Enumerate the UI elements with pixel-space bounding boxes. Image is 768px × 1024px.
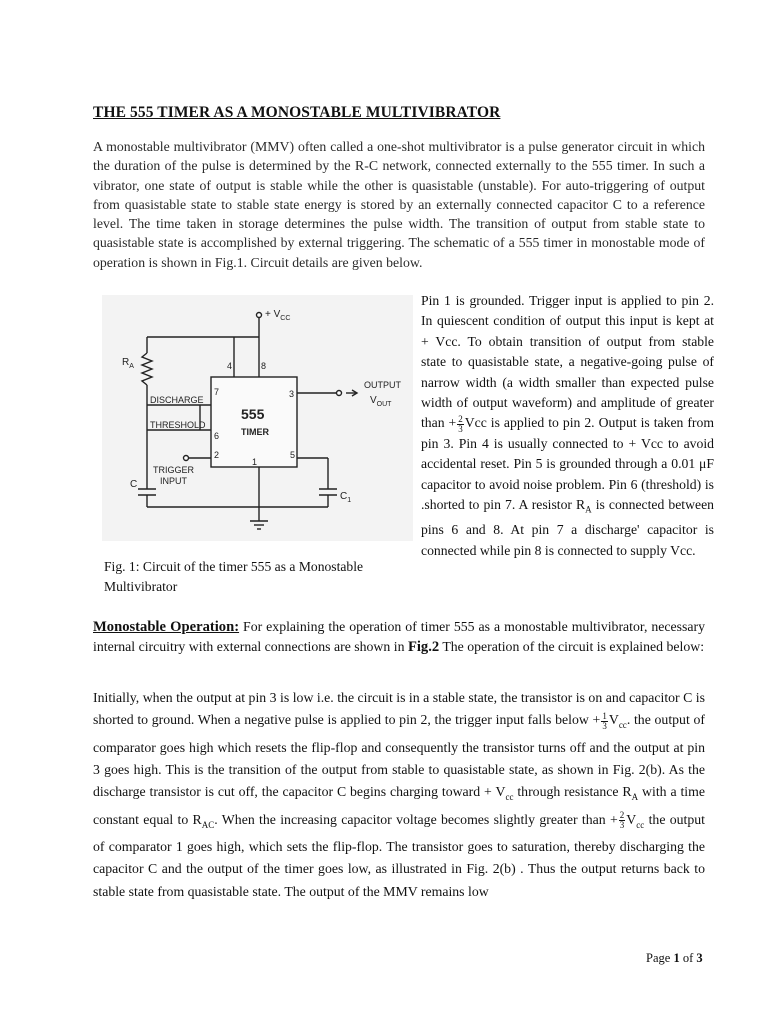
svg-text:TRIGGER: TRIGGER bbox=[153, 465, 195, 475]
svg-text:4: 4 bbox=[227, 361, 233, 371]
operation-paragraph: Initially, when the output at pin 3 is low i.e. the circuit is in a stable state, the transistor is on and capacitor C is shorted to ground. When a negative pulse is applied to pin 2, the trigger input falls below + $\frac{1}{3}$ $V_{cc}$. the output of comparator goes high which resets the flip-flop and consequently the transistor turns off and the output at pin 3 goes high. This is the transition of the output from stable to quasistable state, as shown in Fig. 2(b). As the discharge transistor is cut off, the capacitor C begins charging toward + $V_{cc}$ through resistance $R_A$ with a time constant equal to $R_{AC}$. When the increasing capacitor voltage becomes slightly greater than + $\frac{2}{3}$ $V_{cc}$ the output of comparator 1 goes high, which sets the flip-flop. The transistor goes to saturation, thereby discharging the capacitor C and the output of the timer goes low, as illustrated in Fig. 2(b) . Thus the output returns back to stable state from quasistable state. The output of the MMV remains low bbox=[93, 690, 706, 899]
svg-text:VOUT: $V_{OUT}$ bbox=[370, 395, 392, 408]
svg-text:3: 3 bbox=[289, 389, 295, 399]
fraction-two-thirds: $\frac{2}{3}$ bbox=[458, 413, 463, 434]
svg-text:C1: $C_1$ bbox=[340, 491, 352, 504]
svg-text:RA: $R_A$ bbox=[122, 357, 134, 370]
fraction-one-third: $\frac{1}{3}$ bbox=[602, 710, 607, 731]
svg-text:DISCHARGE: DISCHARGE bbox=[150, 395, 204, 405]
page-number: Page 1 of 3 bbox=[646, 951, 703, 965]
svg-text:6: 6 bbox=[214, 431, 220, 441]
svg-text:C: C bbox=[130, 479, 138, 490]
svg-text:5: 5 bbox=[290, 450, 296, 460]
svg-text:+ VCC: + $V_{CC}$ bbox=[265, 309, 291, 322]
fraction-two-thirds-2: $\frac{2}{3}$ bbox=[619, 809, 625, 830]
page-title: THE 555 TIMER AS A MONOSTABLE MULTIVIBRATOR bbox=[93, 104, 501, 121]
svg-text:2: 2 bbox=[214, 450, 220, 460]
pin-description: Pin 1 is grounded. Trigger input is applied to pin 2. In quiescent condition of output this input is kept at + Vcc. To obtain transition of output from stable state to quasistable state, a negative-going pulse of narrow width (a width smaller than expected pulse width of output waveform) and amplitude of greater than + $\frac{2}{3}$ Vcc is applied to pin 2. Output is taken from pin 3. Pin 4 is usually connected to + Vcc to avoid accidental reset. Pin 5 is grounded through a 0.01 μF capacitor to avoid noise problem. Pin 6 (threshold) is .shorted to pin 7. A resistor $R_A$ is connected between pins 6 and 8. At pin 7 a discharge' capacitor is connected while pin 8 is connected to supply Vcc. bbox=[421, 293, 714, 558]
svg-text:OUTPUT: OUTPUT bbox=[364, 380, 401, 390]
svg-text:7: 7 bbox=[214, 387, 220, 397]
figure-caption: Fig. 1: Circuit of the timer 555 as a Monostable Multivibrator bbox=[104, 559, 363, 594]
svg-text:1: 1 bbox=[252, 457, 258, 467]
circuit-diagram bbox=[100, 293, 415, 543]
svg-text:TIMER: TIMER bbox=[241, 427, 269, 437]
circuit-figure bbox=[100, 293, 415, 543]
svg-text:THRESHOLD: THRESHOLD bbox=[150, 420, 206, 430]
monostable-operation-section: Monostable Operation: For explaining the operation of timer 555 as a monostable multivibrator, necessary internal circuitry with external connections are shown in Fig.2 The operation of the circuit is explained below: bbox=[93, 619, 706, 656]
svg-text:8: 8 bbox=[261, 361, 267, 371]
section-heading: Monostable Operation: bbox=[93, 619, 240, 635]
svg-text:INPUT: INPUT bbox=[160, 476, 187, 486]
intro-paragraph: A monostable multivibrator (MMV) often called a one-shot multivibrator is a pulse generator circuit in which the duration of the pulse is determined by the R-C network, connected externally to the 555 timer. In such a vibrator, one state of output is stable while the other is quasistable (unstable). For auto-triggering of output from quasistable state to stable state energy is stored by an externally connected capacitor C to a reference level. The time taken in storage determines the pulse width. The transition of output from stable state to quasistable state is accomplished by external triggering. The schematic of a 555 timer in monostable mode of operation is shown in Fig.1. Circuit details are given below. bbox=[93, 139, 705, 270]
fig-reference: Fig.2 bbox=[407, 639, 440, 656]
svg-text:555: 555 bbox=[241, 406, 265, 422]
